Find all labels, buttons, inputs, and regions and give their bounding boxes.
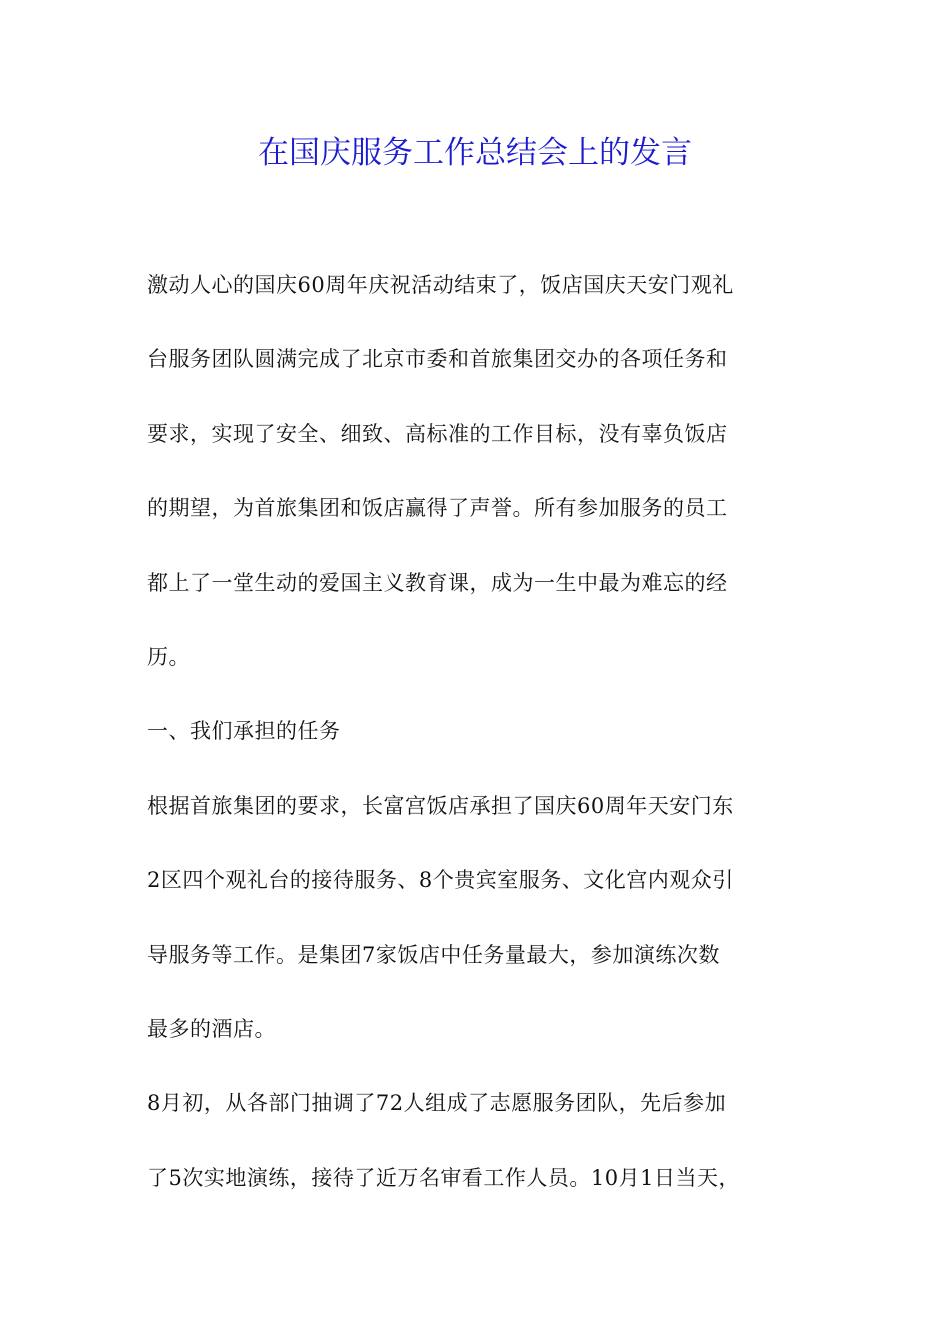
document-body [147, 263, 807, 1230]
paragraph-1-line-4: 的期望，为首旅集团和饭店赢得了声誉。所有参加服务的员工 [147, 496, 728, 521]
paragraph-1-line-2: 台服务团队圆满完成了北京市委和首旅集团交办的各项任务和 [147, 347, 728, 372]
paragraph-3-line-1: 8月初，从各部门抽调了72人组成了志愿服务团队，先后参加 [147, 1091, 727, 1116]
paragraph-1-line-1: 激动人心的国庆60周年庆祝活动结束了，饭店国庆天安门观礼 [147, 273, 734, 297]
paragraph-2-line-2: 2区四个观礼台的接待服务、8个贵宾室服务、文化宫内观众引 [147, 868, 734, 893]
document-title: 在国庆服务工作总结会上的发言 [258, 135, 692, 171]
paragraph-2-line-3: 导服务等工作。是集团7家饭店中任务量最大，参加演练次数 [147, 942, 720, 967]
section-heading: 一、我们承担的任务 [147, 719, 341, 744]
paragraph-1-line-5: 都上了一堂生动的爱国主义教育课，成为一生中最为难忘的经 [147, 570, 728, 595]
paragraph-2-line-1: 根据首旅集团的要求，长富宫饭店承担了国庆60周年天安门东 [147, 793, 734, 818]
paragraph-3-line-2: 了5次实地演练，接待了近万名审看工作人员。10月1日当天， [147, 1165, 740, 1190]
paragraph-1-line-3: 要求，实现了安全、细致、高标准的工作目标，没有辜负饭店 [147, 421, 728, 446]
paragraph-2-line-4: 最多的酒店。 [147, 1016, 276, 1041]
paragraph-1-line-6: 历。 [147, 644, 190, 669]
